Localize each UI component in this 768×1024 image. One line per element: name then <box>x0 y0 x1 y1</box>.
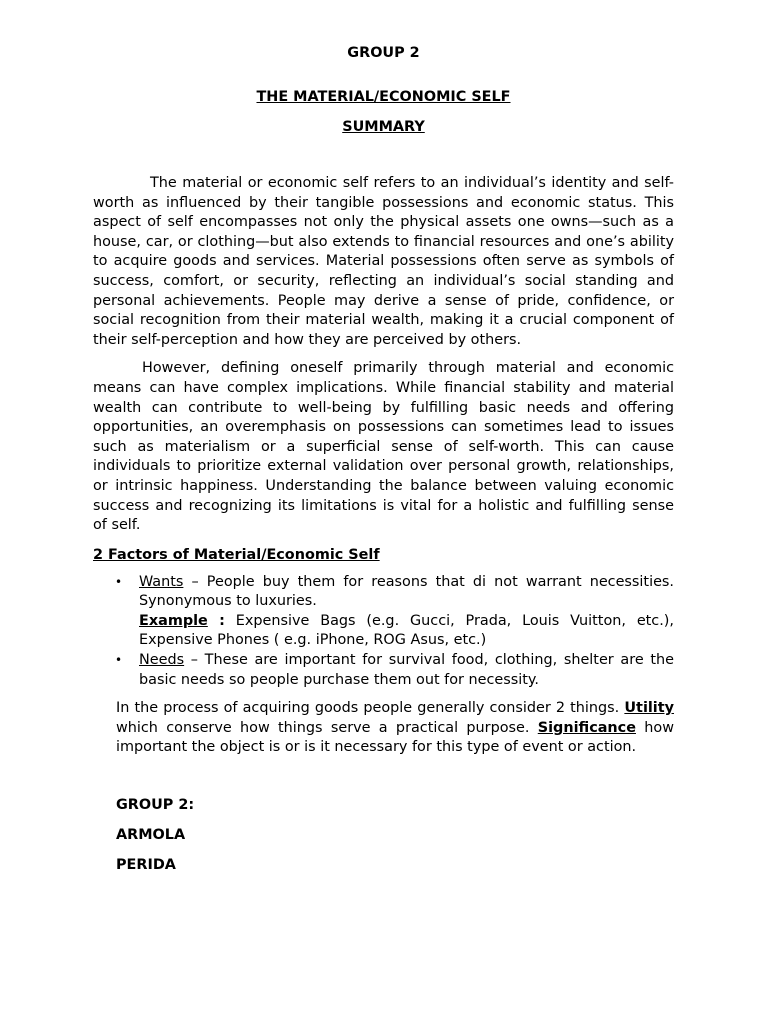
members-heading: GROUP 2: <box>116 797 195 814</box>
summary-heading: SUMMARY <box>342 119 425 135</box>
document-title: THE MATERIAL/ECONOMIC SELF <box>256 89 511 105</box>
significance-text: how important the object is or is it necessary for this type of event or action. <box>116 719 674 756</box>
list-item-needs <box>115 651 674 690</box>
factors-list <box>93 573 674 691</box>
member-name: ARMOLA <box>116 827 186 844</box>
example-text: Expensive Bags (e.g. Gucci, Prada, Louis Vuitton, etc.), Expensive Phones ( e.g. iPhone, ROG Asus, etc.) <box>139 612 674 649</box>
group-heading: GROUP 2 <box>347 45 420 61</box>
process-intro: In the process of acquiring goods people generally consider 2 things. <box>116 700 625 717</box>
group-members <box>116 794 674 876</box>
process-paragraph <box>116 699 674 758</box>
list-item-wants <box>115 573 674 651</box>
bullet-icon: • <box>115 653 123 668</box>
needs-term: Needs <box>139 652 185 669</box>
example-label: Example <box>139 612 208 629</box>
member-name: PERIDA <box>116 857 176 874</box>
wants-text: – People buy them for reasons that di not warrant necessities. Synonymous to luxuries. <box>139 573 674 610</box>
needs-text: – These are important for survival food, clothing, shelter are the basic needs so people purchase them out for necessity. <box>139 652 674 688</box>
bullet-icon: • <box>115 574 123 589</box>
example-colon: : <box>207 612 225 629</box>
factors-heading: 2 Factors of Material/Economic Self <box>93 546 380 563</box>
paragraph-1: The material or economic self refers to an individual’s identity and self-worth as influenced by their tangible possessions and economic status. This aspect of self encompasses not only the physical assets one owns—such as a house, car, or clothing—but also extends to financial resources and one’s ability to acquire goods and services. Material possessions often serve as symbols of success, comfort, or security, reflecting an individual’s social standing and personal achievements. People may derive a sense of pride, confidence, or social recognition from their material wealth, making it a crucial component of their self-perception and how they are perceived by others. <box>93 175 674 348</box>
paragraph-2: However, defining oneself primarily through material and economic means can have complex implications. While financial stability and material wealth can contribute to well-being by fulfilling basic needs and offering opportunities, an overemphasis on possessions can sometimes lead to issues such as materialism or a superficial sense of self-worth. This can cause individuals to prioritize external validation over personal growth, relationships, or intrinsic happiness. Understanding the balance between valuing economic success and recognizing its limitations is vital for a holistic and fulfilling sense of self. <box>93 360 674 534</box>
utility-label: Utility <box>624 700 674 717</box>
wants-term: Wants <box>139 573 184 590</box>
utility-text: which conserve how things serve a practical purpose. <box>116 719 538 736</box>
significance-label: Significance <box>537 719 636 736</box>
document-page <box>93 40 674 884</box>
